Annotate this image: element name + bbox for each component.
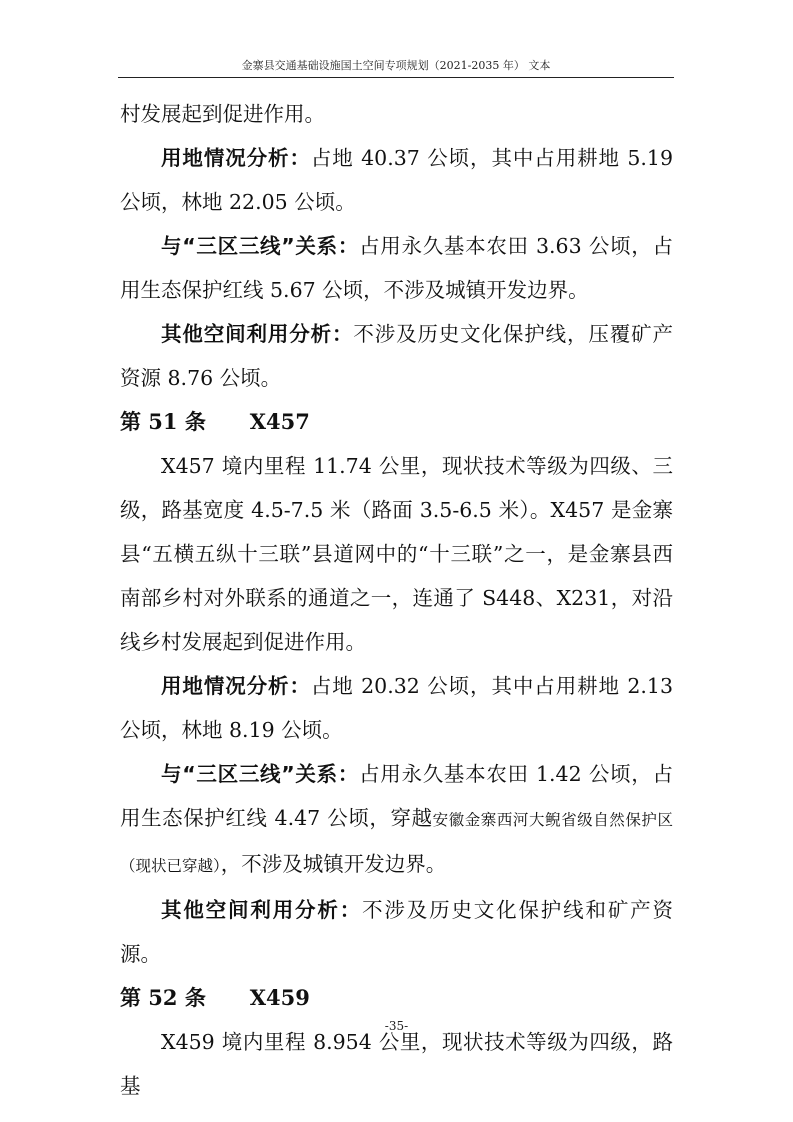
article-heading-51: 第 51 条 X457 [120,409,310,434]
paragraph-label: 用地情况分析： [161,146,311,170]
paragraph-label: 其他空间利用分析： [161,322,354,346]
document-body [120,92,673,1108]
paragraph-x457-description: X457 境内里程 11.74 公里，现状技术等级为四级、三级，路基宽度 4.5-7.5 米（路面 3.5-6.5 米）。X457 是金寨县“五横五纵十三联”县道网中的“十三联”之一，是金寨县西南部乡村对外联系的通道之一，连通了 S448、X231，对沿线乡村发展起到促进作用。 [120,454,673,654]
paragraph-other-space: 其他空间利用分析：不涉及历史文化保护线，压覆矿产资源 8.76 公顷。 [120,322,674,390]
page-number: -35- [384,1019,409,1033]
reserve-name: 安徽金寨西河大鲵省级自然保护区（现状已穿越） [120,811,673,875]
paragraph-land-use: 用地情况分析：占地 20.32 公顷，其中占用耕地 2.13 公顷，林地 8.19 公顷。 [120,674,673,742]
page-header: 金寨县交通基础设施国土空间专项规划（2021-2035 年） 文本 [241,59,551,72]
paragraph-land-use: 用地情况分析：占地 40.37 公顷，其中占用耕地 5.19 公顷，林地 22.05 公顷。 [120,146,673,214]
paragraph-label: 与“三区三线”关系： [161,234,360,258]
paragraph-continuation: 村发展起到促进作用。 [120,102,325,126]
paragraph-three-zones: 与“三区三线”关系：占用永久基本农田 3.63 公顷，占用生态保护红线 5.67 公顷，不涉及城镇开发边界。 [120,234,673,302]
article-heading-52: 第 52 条 X459 [120,985,310,1010]
paragraph-three-zones: 与“三区三线”关系：占用永久基本农田 1.42 公顷，占用生态保护红线 4.47 公顷，穿越安徽金寨西河大鲵省级自然保护区（现状已穿越），不涉及城镇开发边界。 [120,762,673,876]
paragraph-label: 其他空间利用分析： [161,898,363,922]
header-rule [118,77,674,78]
paragraph-x459-description: X459 境内里程 8.954 公里，现状技术等级为四级，路基 [120,1030,673,1098]
paragraph-other-space: 其他空间利用分析：不涉及历史文化保护线和矿产资源。 [120,898,674,966]
paragraph-label: 用地情况分析： [161,674,311,698]
paragraph-label: 与“三区三线”关系： [161,762,360,786]
